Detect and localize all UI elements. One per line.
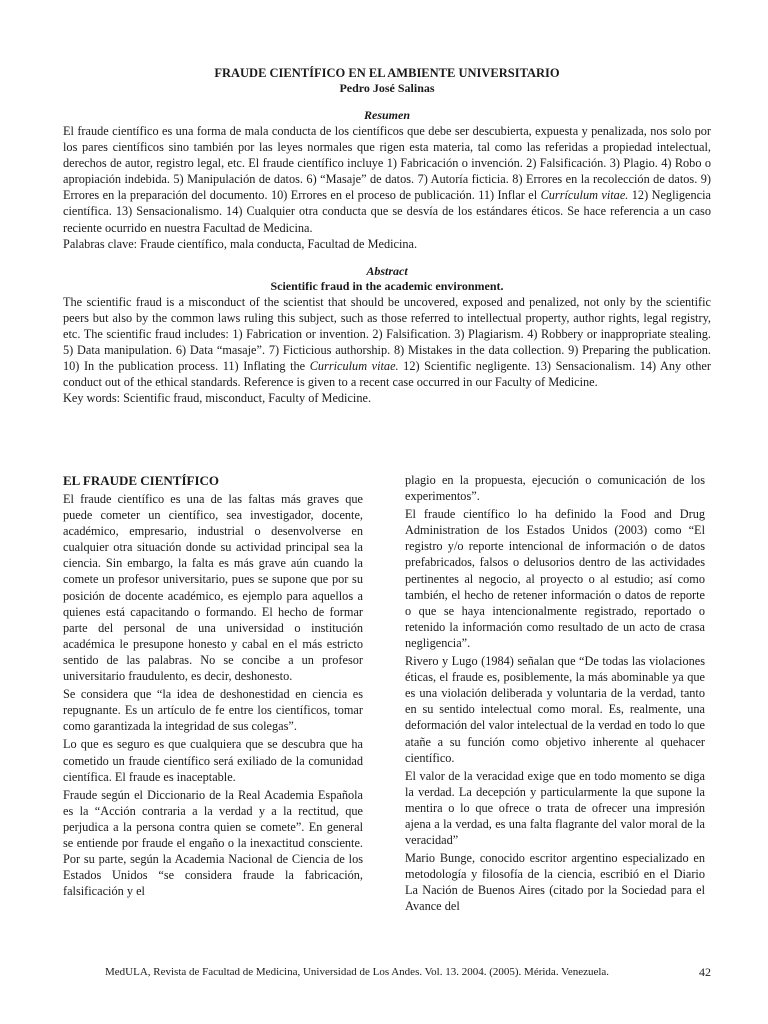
front-matter [63, 66, 711, 406]
paragraph: Lo que es seguro es que cualquiera que se descubra que ha cometido un fraude científico será exiliado de la comunidad científica. El fraude es inaceptable. [63, 737, 363, 784]
resumen-heading: Resumen [363, 108, 410, 122]
resumen-text [63, 123, 711, 236]
page-number: 42 [699, 965, 711, 979]
abstract-text-part-1: The scientific fraud is a misconduct of the scientist that should be uncovered, exposed and penalized, not only by the scientific peers but also by the common laws ruling this subject, such as those referred to intellectual property, author rights, legal registry, etc. The scientific fraud includes: 1) Fabrication or invention. 2) Falsification. 3) Plagiarism. 4) Robbery or inappropriate stealing. 5) Data manipulation. 6) Data “masaje”. 7) Ficticious authorship. 8) Mistakes in the data collection. 9) Preparing the publication. 10) In the publication process. 11) Inflating the [63, 294, 711, 374]
paragraph: El valor de la veracidad exige que en todo momento se diga la verdad. La decepción y particularmente la que supone la mentira o lo que ofrece o trata de ofrecer una impresión ajena a la verdad, es una falta flagrante del valor moral de la veracidad” [405, 768, 705, 848]
paragraph: Mario Bunge, conocido escritor argentino especializado en metodología y filosofía de la ciencia, escribió en el Diario La Nación de Buenos Aires (citado por la Sociedad para el Avance del [405, 851, 705, 914]
abstract-text [63, 294, 711, 391]
left-column [63, 472, 363, 901]
paragraph: El fraude científico es una de las faltas más graves que puede cometer un científico, sea investigador, docente, académico, empresario, industrial o desenvolverse en cualquier otra situación donde su actividad principal sea la ciencia. Sin embargo, la falta es más grave aún cuando la comete un profesor universitario, pues se supone que por su posición de docente académico, es ejemplo para aquellos a quienes está capacitando o formando. El hecho de formar parte del personal de una universidad o institución académica le presupone honesto y cabal en el más estricto sentido de las palabras. No se concibe a un profesor universitario fraudulento, es decir, deshonesto. [63, 492, 363, 684]
paragraph: El fraude científico lo ha definido la Food and Drug Administration de los Estados Unidos (2003) como “El registro y/o reporte intencional de información o de datos prefabricados, falsos o delusorios dentro de las actividades pertinentes al negocio, al proyecto o al estudio; así como también, el hecho de retener información o datos de reporte o que se haya intencionalmente registrado, reportado o retenido la información como resultado de un acto de crasa negligencia”. [405, 507, 705, 650]
article-title: FRAUDE CIENTÍFICO EN EL AMBIENTE UNIVERSITARIO [214, 66, 560, 80]
paragraph: plagio en la propuesta, ejecución o comunicación de los experimentos”. [405, 473, 705, 504]
author-name: Pedro José Salinas [339, 81, 435, 95]
abstract-text-part-2: 12) Scientific negligente. 13) Sensacionalism. 14) Any other conduct out of the ethical standards. Reference is given to a recent case occurred in our Faculty of Medicine. [63, 359, 711, 390]
paragraph: Fraude según el Diccionario de la Real Academia Española es la “Acción contraria a la verdad y a la rectitud, que perjudica a la persona contra quien se comete”. En general se entiende por fraude el engaño o la inexactitud consciente. Por su parte, según la Academia Nacional de Ciencia de los Estados Unidos “se considera fraude la fabricación, falsificación y el [63, 787, 363, 899]
abstract-heading: Abstract [366, 263, 408, 278]
abstract-italic: Curriculum vitae. [309, 359, 399, 374]
journal-citation: MedULA, Revista de Facultad de Medicina, Universidad de Los Andes. Vol. 13. 2004. (2005). Mérida. Venezuela. [105, 966, 610, 978]
resumen-text-part-1: El fraude científico es una forma de mala conducta de los científicos que debe ser descubierta, expuesta y penalizada, nos solo por los pares científicos sino también por las leyes normales que rigen esta materia, tal como las referidas a propiedad intelectual, derechos de autor, registro legal, etc. El fraude científico incluye 1) Fabricación o invención. 2) Falsificación. 3) Plagio. 4) Robo o apropiación indebida. 5) Manipulación de datos. 6) “Masaje” de datos. 7) Autoría ficticia. 8) Errores en la recolección de datos. 9) Errores en la preparación del documento. 10) Errores en el proceso de publicación. 11) Inflar el [63, 124, 711, 203]
paragraph: Se considera que “la idea de deshonestidad en ciencia es repugnante. Es un artículo de fe entre los científicos, tomar como garantizada la integridad de sus colegas”. [63, 687, 363, 734]
right-column [405, 472, 705, 917]
abstract-keywords: Key words: Scientific fraud, misconduct, Faculty of Medicine. [63, 391, 372, 406]
abstract-subtitle: Scientific fraud in the academic environment. [270, 278, 504, 293]
paragraph: Rivero y Lugo (1984) señalan que “De todas las violaciones éticas, el fraude es, posiblemente, la más abominable ya que es una violación deliberada y voluntaria de la verdad, tanto en su sentido intelectual como moral. Es, realmente, una deformación del valor intelectual de la verdad en todo lo que atañe a su función como objetivo inherente al quehacer científico. [405, 654, 705, 765]
resumen-text-part-2: 12) Negligencia científica. 13) Sensacionalismo. 14) Cualquier otra conducta que se desvía de los estándares éticos. Se hace referencia a un caso reciente ocurrido en nuestra Facultad de Medicina. [63, 188, 711, 235]
resumen-italic: Currículum vitae. [540, 188, 629, 203]
section-heading: EL FRAUDE CIENTÍFICO [63, 473, 220, 488]
resumen-keywords: Palabras clave: Fraude científico, mala conducta, Facultad de Medicina. [63, 236, 418, 251]
